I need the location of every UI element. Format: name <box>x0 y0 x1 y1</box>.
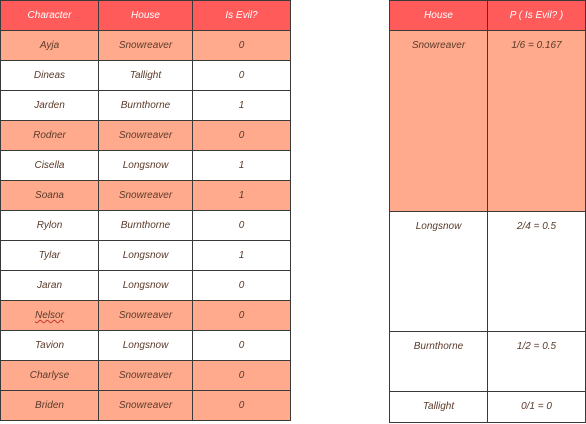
cell-character[interactable]: Briden <box>1 391 99 421</box>
cell-is-evil[interactable]: 0 <box>193 301 291 331</box>
cell-is-evil[interactable]: 0 <box>193 271 291 301</box>
cell-house[interactable]: Longsnow <box>99 151 193 181</box>
cell-probability[interactable]: 2/4 = 0.5 <box>488 212 586 332</box>
cell-house[interactable]: Longsnow <box>99 331 193 361</box>
table-row <box>1 391 291 421</box>
cell-character[interactable]: Jarden <box>1 91 99 121</box>
cell-house[interactable]: Burnthorne <box>390 332 488 392</box>
character-table <box>0 0 291 421</box>
cell-house[interactable]: Longsnow <box>99 241 193 271</box>
cell-character[interactable]: Jaran <box>1 271 99 301</box>
cell-probability[interactable]: 1/2 = 0.5 <box>488 332 586 392</box>
table-row <box>1 61 291 91</box>
cell-house[interactable]: Snowreaver <box>390 31 488 212</box>
table-row <box>390 332 586 392</box>
cell-house[interactable]: Snowreaver <box>99 361 193 391</box>
table-row <box>1 31 291 61</box>
table-row <box>1 91 291 121</box>
table-row <box>390 31 586 212</box>
header-is-evil: Is Evil? <box>193 1 291 31</box>
cell-character[interactable]: Ayja <box>1 31 99 61</box>
cell-character[interactable]: Dineas <box>1 61 99 91</box>
cell-is-evil[interactable]: 0 <box>193 361 291 391</box>
table-row <box>1 331 291 361</box>
cell-character[interactable]: Charlyse <box>1 361 99 391</box>
cell-is-evil[interactable]: 0 <box>193 211 291 241</box>
header-house: House <box>390 1 488 31</box>
cell-character[interactable]: Tavion <box>1 331 99 361</box>
cell-character[interactable] <box>1 301 99 331</box>
header-house: House <box>99 1 193 31</box>
cell-character[interactable]: Rodner <box>1 121 99 151</box>
table-row <box>1 121 291 151</box>
header-probability: P ( Is Evil? ) <box>488 1 586 31</box>
cell-is-evil[interactable]: 0 <box>193 121 291 151</box>
cell-is-evil[interactable]: 0 <box>193 61 291 91</box>
cell-house[interactable]: Burnthorne <box>99 211 193 241</box>
cell-is-evil[interactable]: 0 <box>193 391 291 421</box>
cell-house[interactable]: Snowreaver <box>99 391 193 421</box>
cell-is-evil[interactable]: 0 <box>193 331 291 361</box>
cell-probability[interactable]: 1/6 = 0.167 <box>488 31 586 212</box>
cell-house[interactable]: Snowreaver <box>99 121 193 151</box>
table-row <box>1 181 291 211</box>
cell-house[interactable]: Snowreaver <box>99 31 193 61</box>
cell-is-evil[interactable]: 1 <box>193 91 291 121</box>
cell-character[interactable]: Cisella <box>1 151 99 181</box>
character-table-header-row <box>1 1 291 31</box>
table-row <box>1 271 291 301</box>
cell-house[interactable]: Snowreaver <box>99 301 193 331</box>
table-row <box>1 301 291 331</box>
cell-house[interactable]: Burnthorne <box>99 91 193 121</box>
cell-is-evil[interactable]: 1 <box>193 151 291 181</box>
cell-probability[interactable]: 0/1 = 0 <box>488 392 586 423</box>
table-row <box>390 212 586 332</box>
cell-house[interactable]: Snowreaver <box>99 181 193 211</box>
cell-house[interactable]: Tallight <box>99 61 193 91</box>
probability-table-header-row <box>390 1 586 31</box>
header-character: Character <box>1 1 99 31</box>
cell-character[interactable]: Tylar <box>1 241 99 271</box>
cell-is-evil[interactable]: 1 <box>193 241 291 271</box>
probability-table <box>389 0 586 423</box>
cell-house[interactable]: Longsnow <box>390 212 488 332</box>
table-row <box>1 211 291 241</box>
table-row <box>1 361 291 391</box>
cell-character[interactable]: Rylon <box>1 211 99 241</box>
table-row <box>1 151 291 181</box>
table-row <box>1 241 291 271</box>
cell-is-evil[interactable]: 1 <box>193 181 291 211</box>
spellcheck-flagged-text: Nelsor <box>35 310 64 321</box>
cell-is-evil[interactable]: 0 <box>193 31 291 61</box>
table-row <box>390 392 586 423</box>
cell-character[interactable]: Soana <box>1 181 99 211</box>
cell-house[interactable]: Tallight <box>390 392 488 423</box>
cell-house[interactable]: Longsnow <box>99 271 193 301</box>
